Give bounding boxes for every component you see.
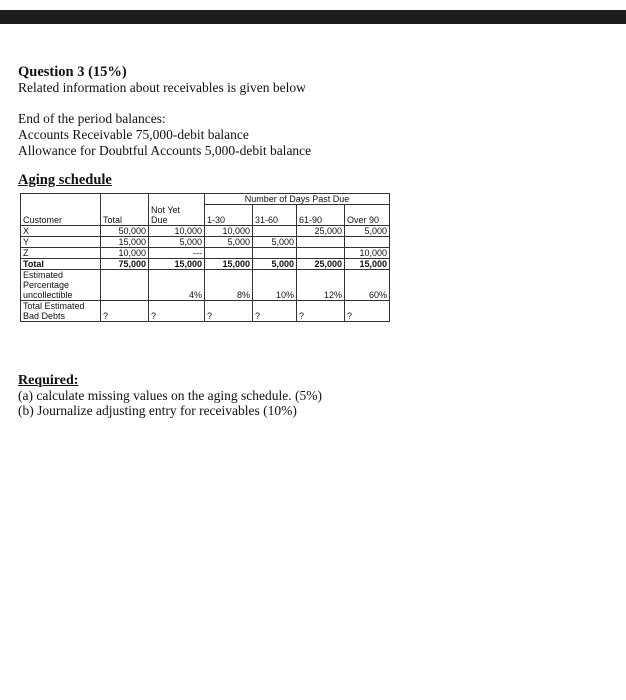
days-31-60-cell (253, 248, 297, 259)
table-row (21, 226, 390, 237)
days-1-30-cell: 5,000 (205, 237, 253, 248)
days-61-90-percent: 12% (297, 290, 345, 301)
table-row (21, 248, 390, 259)
days-1-30-percent: 8% (205, 290, 253, 301)
not-yet-due-cell: 10,000 (149, 226, 205, 237)
over-90-cell (345, 237, 390, 248)
total-cell: 75,000 (101, 259, 149, 270)
estimated-row-2 (21, 280, 390, 290)
days-61-90-header: 61-90 (297, 215, 345, 226)
days-1-30-header: 1-30 (205, 215, 253, 226)
over-90-header: Over 90 (345, 215, 390, 226)
header-row-1 (21, 205, 390, 216)
table-row (21, 237, 390, 248)
total-row (21, 259, 390, 270)
days-1-30-cell (205, 248, 253, 259)
aging-heading: Aging schedule (18, 172, 112, 188)
total-label: Total (21, 259, 101, 270)
days-31-60-bad-debts-unknown: ? (253, 311, 297, 322)
top-band (0, 10, 626, 24)
estimated-label-3: uncollectible (21, 290, 101, 301)
total-header: Total (101, 215, 149, 226)
days-31-60-total: 5,000 (253, 259, 297, 270)
bad-debts-row-2 (21, 311, 390, 322)
days-61-90-cell: 25,000 (297, 226, 345, 237)
top-bar (0, 0, 626, 24)
not-yet-due-cell: 5,000 (149, 237, 205, 248)
bad-debts-label-2: Bad Debts (21, 311, 101, 322)
total-cell: 10,000 (101, 248, 149, 259)
required-b: (b) Journalize adjusting entry for receivables (10%) (18, 403, 297, 418)
days-31-60-cell: 5,000 (253, 237, 297, 248)
days-1-30-bad-debts-unknown: ? (205, 311, 253, 322)
days-31-60-cell (253, 226, 297, 237)
not-yet-due-total: 15,000 (149, 259, 205, 270)
not-yet-due-cell: --- (149, 248, 205, 259)
not-yet-due-percent: 4% (149, 290, 205, 301)
customer-header: Customer (21, 215, 101, 226)
estimated-row-1 (21, 270, 390, 281)
over-90-cell: 5,000 (345, 226, 390, 237)
days-61-90-cell (297, 248, 345, 259)
required-a: (a) calculate missing values on the aging schedule. (5%) (18, 388, 323, 403)
over-90-cell: 10,000 (345, 248, 390, 259)
total-cell: 15,000 (101, 237, 149, 248)
aging-schedule-table (20, 193, 390, 322)
group-header-row (21, 194, 390, 205)
days-past-due-header: Number of Days Past Due (205, 194, 390, 205)
days-31-60-percent: 10% (253, 290, 297, 301)
over-90-percent: 60% (345, 290, 390, 301)
days-1-30-cell: 10,000 (205, 226, 253, 237)
days-61-90-cell (297, 237, 345, 248)
estimated-row-3 (21, 290, 390, 301)
days-1-30-total: 15,000 (205, 259, 253, 270)
estimated-label-1: Estimated (21, 270, 101, 281)
days-31-60-header: 31-60 (253, 215, 297, 226)
not-yet-due-header-2: Due (149, 215, 205, 226)
accounts-receivable-balance: Accounts Receivable 75,000-debit balance (18, 127, 249, 142)
over-90-total: 15,000 (345, 259, 390, 270)
total-cell: 50,000 (101, 226, 149, 237)
question-title: Question 3 (15%) (18, 64, 127, 80)
header-row-2 (21, 215, 390, 226)
balances-heading: End of the period balances: (18, 111, 166, 126)
bad-debts-label-1: Total Estimated (21, 301, 101, 312)
days-61-90-bad-debts-unknown: ? (297, 311, 345, 322)
not-yet-due-header-1: Not Yet (149, 205, 205, 216)
customer-cell: Z (21, 248, 101, 259)
days-61-90-total: 25,000 (297, 259, 345, 270)
total-bad-debts-unknown: ? (101, 311, 149, 322)
allowance-balance: Allowance for Doubtful Accounts 5,000-debit balance (18, 143, 312, 158)
customer-cell: Y (21, 237, 101, 248)
required-heading: Required: (18, 373, 79, 388)
customer-cell: X (21, 226, 101, 237)
over-90-bad-debts-unknown: ? (345, 311, 390, 322)
not-yet-due-bad-debts-unknown: ? (149, 311, 205, 322)
estimated-label-2: Percentage (21, 280, 101, 290)
bad-debts-row-1 (21, 301, 390, 312)
question-intro: Related information about receivables is given below (18, 80, 306, 95)
